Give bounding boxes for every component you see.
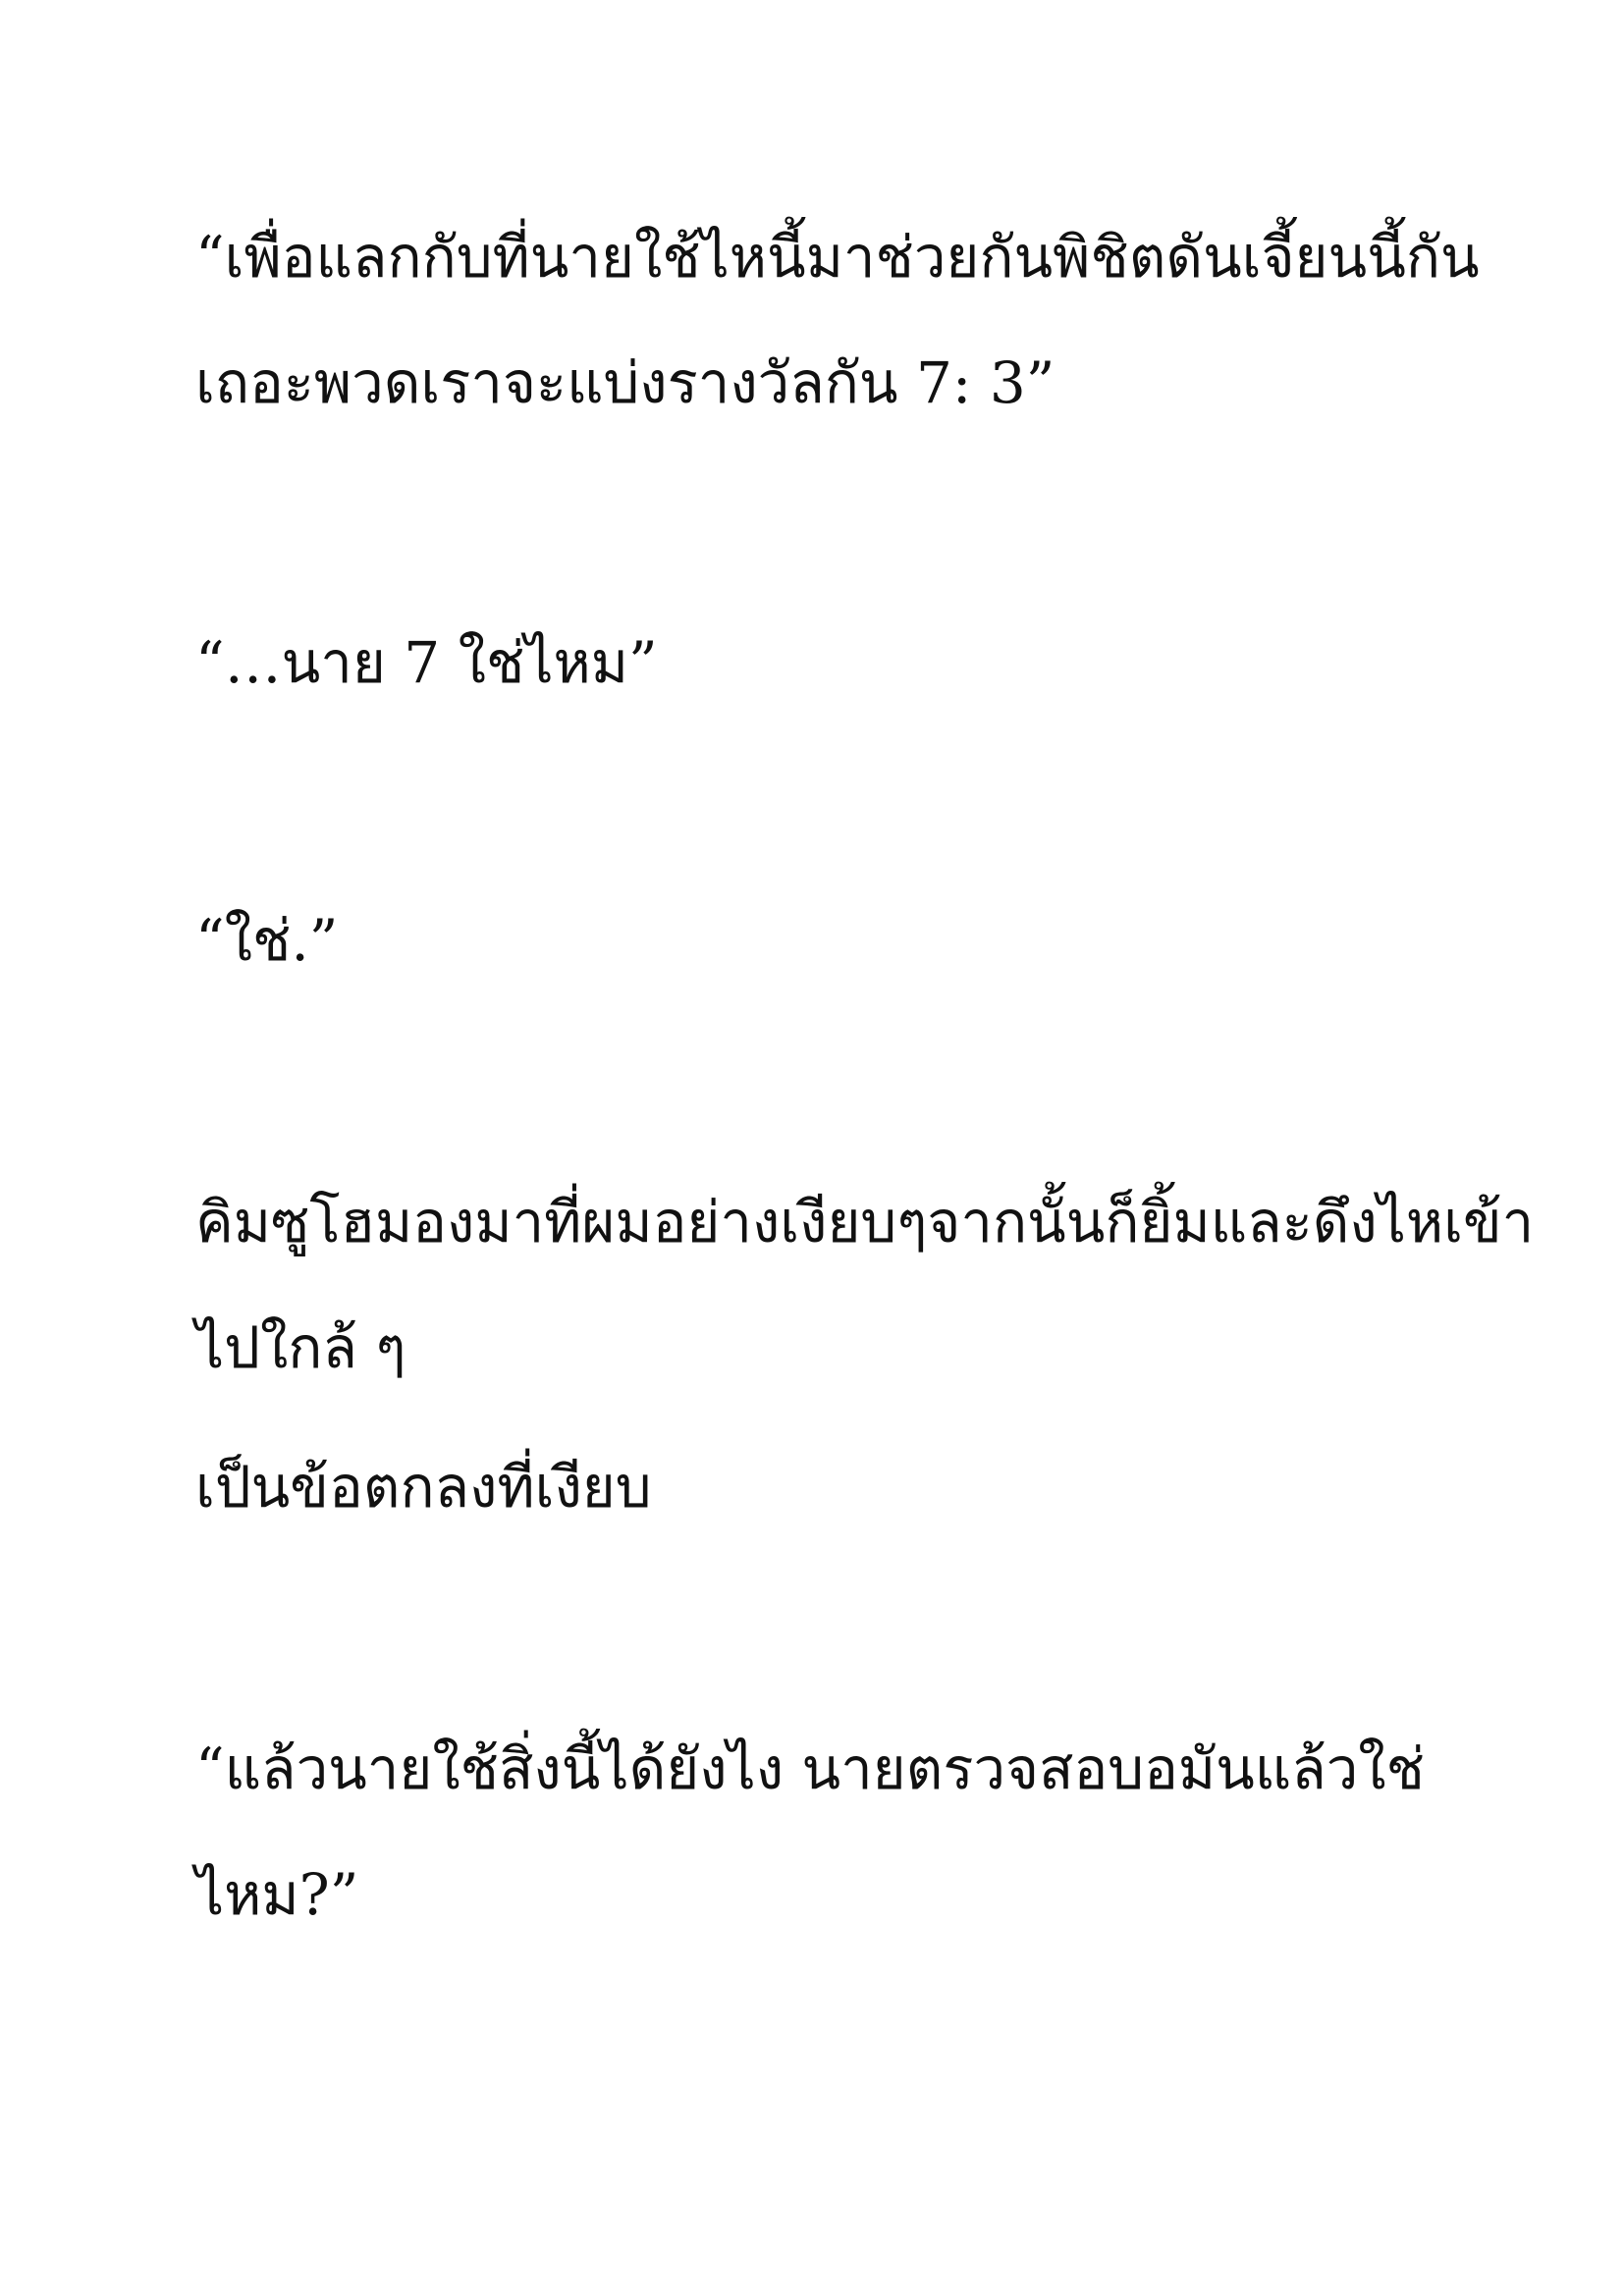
narration-line-2: เป็นข้อตกลงที่เงียบ	[195, 1454, 652, 1521]
narration-line-1: คิมซูโฮมองมาที่ผมอย่างเงียบๆจากนั้นก็ยิ้มและดึงไหเข้า	[195, 1189, 1535, 1255]
dialogue-line-3: “ใช่.”	[195, 907, 339, 974]
narration-line-1-continued: ไปใกล้ ๆ	[195, 1314, 406, 1381]
dialogue-line-2: “…นาย 7 ใช่ไหม”	[195, 629, 658, 696]
dialogue-line-1-continued: เถอะพวดเราจะแบ่งรางวัลกัน 7: 3”	[195, 349, 1056, 416]
dialogue-line-4: “แล้วนายใช้สิ่งนี้ได้ยังไง นายตรวจสอบอมันแล้วใช่	[195, 1735, 1425, 1802]
dialogue-line-1: “เพื่อแลกกับที่นายใช้ไหนี้มาช่วยกันพิชิตดันเจี้ยนนี้กัน	[195, 224, 1480, 291]
dialogue-line-4-continued: ไหม?”	[195, 1861, 359, 1928]
